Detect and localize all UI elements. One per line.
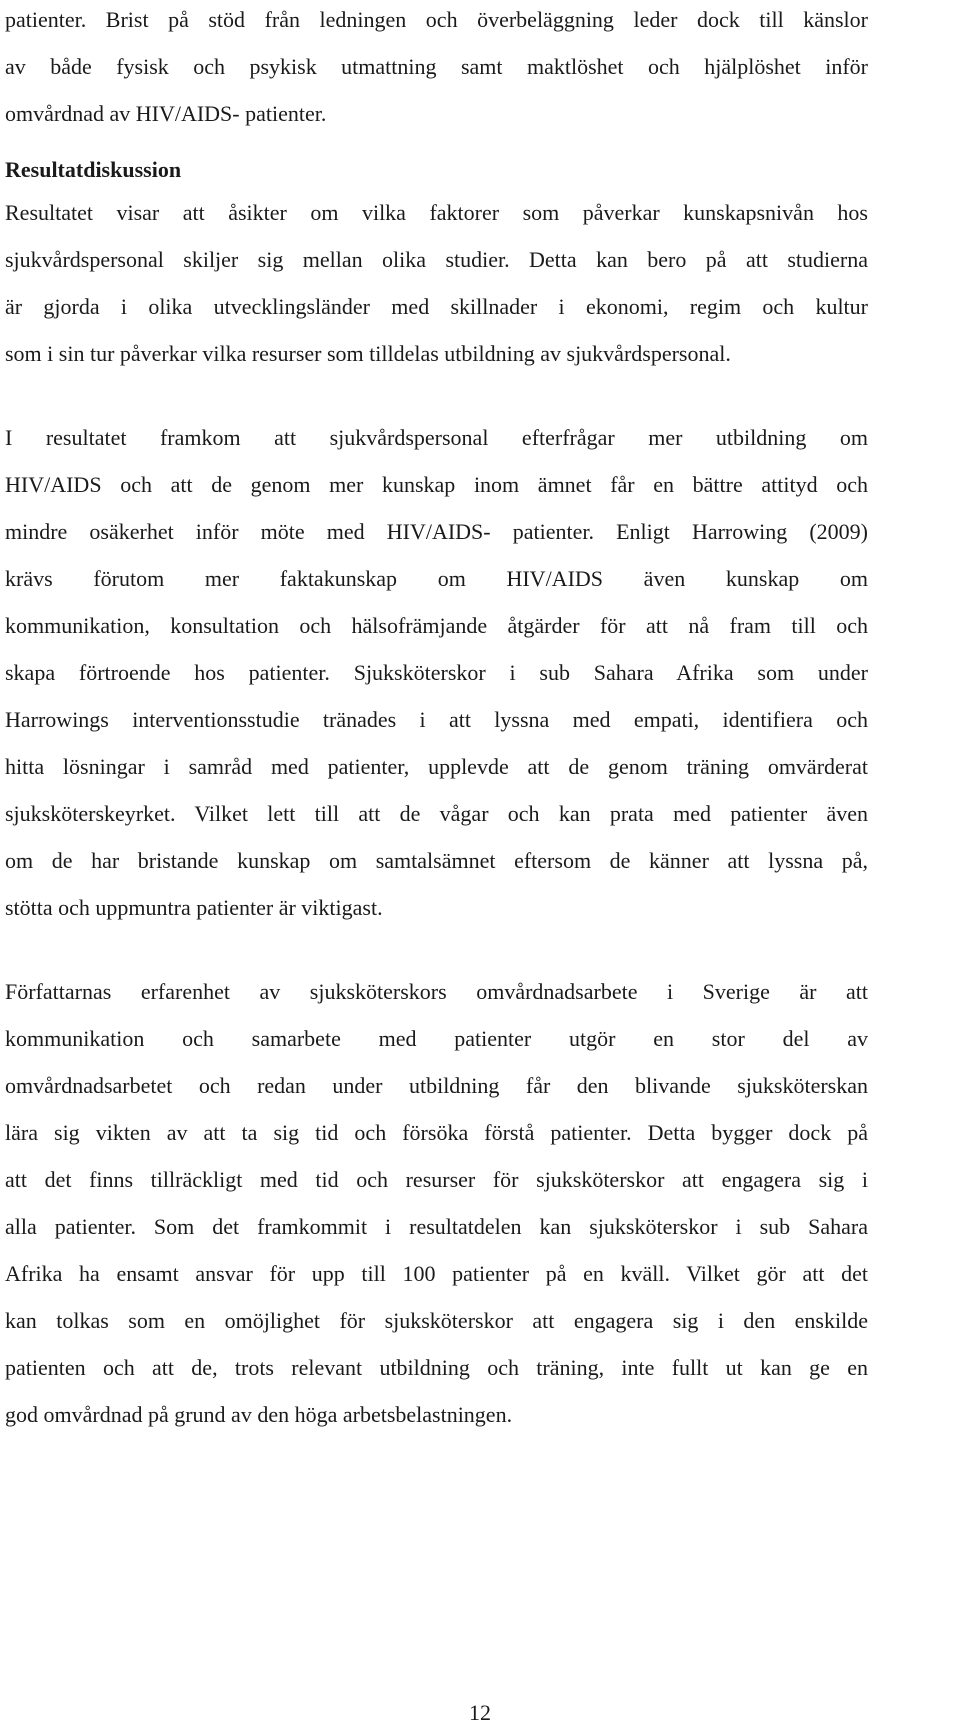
text-line: alla patienter. Som det framkommit i resultatdelen kan sjuksköterskor i sub Sahara (5, 1214, 868, 1239)
text-line: hitta lösningar i samråd med patienter, upplevde att de genom träning omvärderat (5, 754, 868, 779)
text-line: stötta och uppmuntra patienter är viktigast. (5, 895, 383, 920)
text-line: Resultatet visar att åsikter om vilka faktorer som påverkar kunskapsnivån hos (5, 200, 868, 225)
page-number: 12 (469, 1700, 491, 1725)
text-line: att det finns tillräckligt med tid och resurser för sjuksköterskor att engagera sig i (5, 1167, 868, 1192)
text-line: kommunikation och samarbete med patienter utgör en stor del av (5, 1026, 868, 1051)
text-line: av både fysisk och psykisk utmattning samt maktlöshet och hjälplöshet inför (5, 54, 868, 79)
text-line: patienter. Brist på stöd från ledningen och överbeläggning leder dock till känslor (5, 7, 868, 32)
text-line: sjukvårdspersonal skiljer sig mellan olika studier. Detta kan bero på att studierna (5, 247, 868, 272)
text-line: kommunikation, konsultation och hälsofrämjande åtgärder för att nå fram till och (5, 613, 868, 638)
section-heading: Resultatdiskussion (5, 157, 182, 182)
text-line: god omvårdnad på grund av den höga arbetsbelastningen. (5, 1402, 513, 1427)
text-line: omvårdnadsarbetet och redan under utbildning får den blivande sjuksköterskan (5, 1073, 868, 1098)
text-line: Afrika ha ensamt ansvar för upp till 100 patienter på en kväll. Vilket gör att det (5, 1261, 868, 1286)
text-line: om de har bristande kunskap om samtalsämnet eftersom de känner att lyssna på, (5, 848, 868, 873)
text-line: Författarnas erfarenhet av sjuksköterskors omvårdnadsarbete i Sverige är att (5, 979, 868, 1004)
text-line: sjuksköterskeyrket. Vilket lett till att de vågar och kan prata med patienter även (5, 801, 868, 826)
text-line: omvårdnad av HIV/AIDS- patienter. (5, 101, 327, 126)
text-line: skapa förtroende hos patienter. Sjuksköterskor i sub Sahara Afrika som under (5, 660, 868, 685)
text-line: lära sig vikten av att ta sig tid och försöka förstå patienter. Detta bygger dock på (5, 1120, 868, 1145)
text-line: krävs förutom mer faktakunskap om HIV/AIDS även kunskap om (5, 566, 868, 591)
text-line: som i sin tur påverkar vilka resurser som tilldelas utbildning av sjukvårdspersonal. (5, 341, 731, 366)
text-line: mindre osäkerhet inför möte med HIV/AIDS- patienter. Enligt Harrowing (2009) (5, 519, 868, 544)
text-line: kan tolkas som en omöjlighet för sjuksköterskor att engagera sig i den enskilde (5, 1308, 868, 1333)
text-line: är gjorda i olika utvecklingsländer med skillnader i ekonomi, regim och kultur (5, 294, 868, 319)
text-line: I resultatet framkom att sjukvårdspersonal efterfrågar mer utbildning om (5, 425, 868, 450)
text-line: Harrowings interventionsstudie tränades i att lyssna med empati, identifiera och (5, 707, 868, 732)
text-line: HIV/AIDS och att de genom mer kunskap inom ämnet får en bättre attityd och (5, 472, 868, 497)
text-line: patienten och att de, trots relevant utbildning och träning, inte fullt ut kan ge en (5, 1355, 868, 1380)
